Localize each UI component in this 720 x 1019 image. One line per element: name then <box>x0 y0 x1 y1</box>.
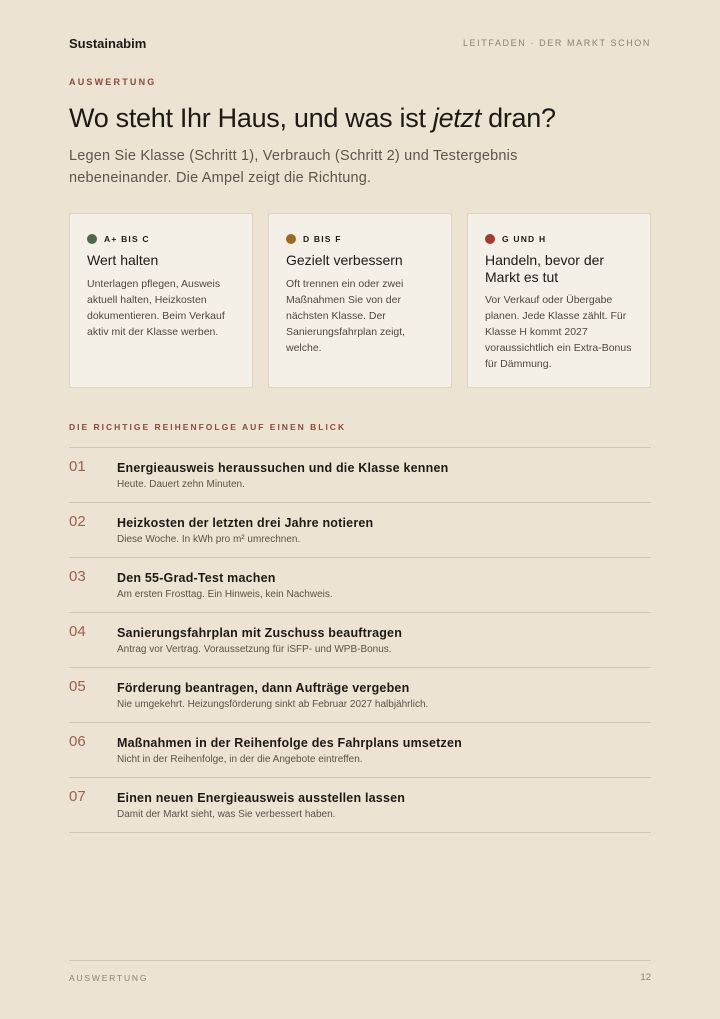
page-number: 12 <box>640 972 651 983</box>
step-number: 02 <box>69 513 86 530</box>
list-item <box>69 613 651 668</box>
step-subtitle: Antrag vor Vertrag. Voraussetzung für iSFP- und WPB-Bonus. <box>117 644 392 655</box>
step-number: 06 <box>69 733 86 750</box>
step-title: Energieausweis heraussuchen und die Klasse kennen <box>117 461 449 475</box>
step-number: 05 <box>69 678 86 695</box>
step-title: Den 55-Grad-Test machen <box>117 571 276 585</box>
title-text-before: Wo steht Ihr Haus, und was ist <box>69 103 433 133</box>
step-title: Heizkosten der letzten drei Jahre notieren <box>117 516 374 530</box>
status-dot-icon <box>485 234 495 244</box>
step-subtitle: Nie umgekehrt. Heizungsförderung sinkt ab Februar 2027 halbjährlich. <box>117 699 429 710</box>
step-number: 04 <box>69 623 86 640</box>
list-item <box>69 668 651 723</box>
step-number: 03 <box>69 568 86 585</box>
card-amber <box>268 213 452 388</box>
list-item <box>69 448 651 503</box>
step-subtitle: Heute. Dauert zehn Minuten. <box>117 479 245 490</box>
status-dot-icon <box>286 234 296 244</box>
eyebrow-label: AUSWERTUNG <box>69 77 157 87</box>
list-item <box>69 778 651 833</box>
card-title: Gezielt verbessern <box>286 252 403 268</box>
title-text-after: dran? <box>480 103 556 133</box>
card-tag-label: A+ BIS C <box>104 234 150 244</box>
card-title: Wert halten <box>87 252 159 268</box>
step-title: Sanierungsfahrplan mit Zuschuss beauftragen <box>117 626 403 640</box>
intro-text: Legen Sie Klasse (Schritt 1), Verbrauch (Schritt 2) und Testergebnis nebeneinander. Die Ampel zeigt die Richtung. <box>69 148 518 186</box>
footer-section-label: AUSWERTUNG <box>69 973 149 983</box>
page-title <box>69 100 669 136</box>
page <box>69 0 651 1019</box>
card-tag-label: D BIS F <box>303 234 342 244</box>
brand-name: Sustainabim <box>69 36 147 51</box>
page-header <box>69 36 651 52</box>
step-title: Maßnahmen in der Reihenfolge des Fahrplans umsetzen <box>117 736 462 750</box>
list-item <box>69 503 651 558</box>
running-title: LEITFADEN · DER MARKT SCHON <box>462 38 651 48</box>
card-title: Handeln, bevor der Markt es tut <box>485 252 605 285</box>
card-red <box>467 213 651 388</box>
list-item <box>69 558 651 613</box>
card-green <box>69 213 253 388</box>
status-dot-icon <box>87 234 97 244</box>
step-subtitle: Nicht in der Reihenfolge, in der die Angebote eintreffen. <box>117 754 363 765</box>
step-number: 01 <box>69 458 86 475</box>
step-subtitle: Diese Woche. In kWh pro m² umrechnen. <box>117 534 301 545</box>
step-title: Einen neuen Energieausweis ausstellen lassen <box>117 791 406 805</box>
card-body: Vor Verkauf oder Übergabe planen. Jede Klasse zählt. Für Klasse H kommt 2027 voraussichtlich ein Extra-Bonus für Dämmung. <box>485 294 632 370</box>
card-body: Oft trennen ein oder zwei Maßnahmen Sie von der nächsten Klasse. Der Sanierungsfahrplan zeigt, welche. <box>286 278 406 354</box>
step-subtitle: Am ersten Frosttag. Ein Hinweis, kein Nachweis. <box>117 589 333 600</box>
page-footer <box>69 960 651 983</box>
sequence-label: DIE RICHTIGE REIHENFOLGE AUF EINEN BLICK <box>69 422 347 432</box>
traffic-light-cards <box>69 213 651 389</box>
step-title: Förderung beantragen, dann Aufträge vergeben <box>117 681 410 695</box>
card-tag-label: G UND H <box>502 234 547 244</box>
list-item <box>69 723 651 778</box>
title-emphasis: jetzt <box>432 103 481 133</box>
step-list <box>69 447 651 833</box>
step-subtitle: Damit der Markt sieht, was Sie verbessert haben. <box>117 809 336 820</box>
step-number: 07 <box>69 788 86 805</box>
card-body: Unterlagen pflegen, Ausweis aktuell halten, Heizkosten dokumentieren. Beim Verkauf aktiv mit der Klasse werben. <box>87 278 225 338</box>
